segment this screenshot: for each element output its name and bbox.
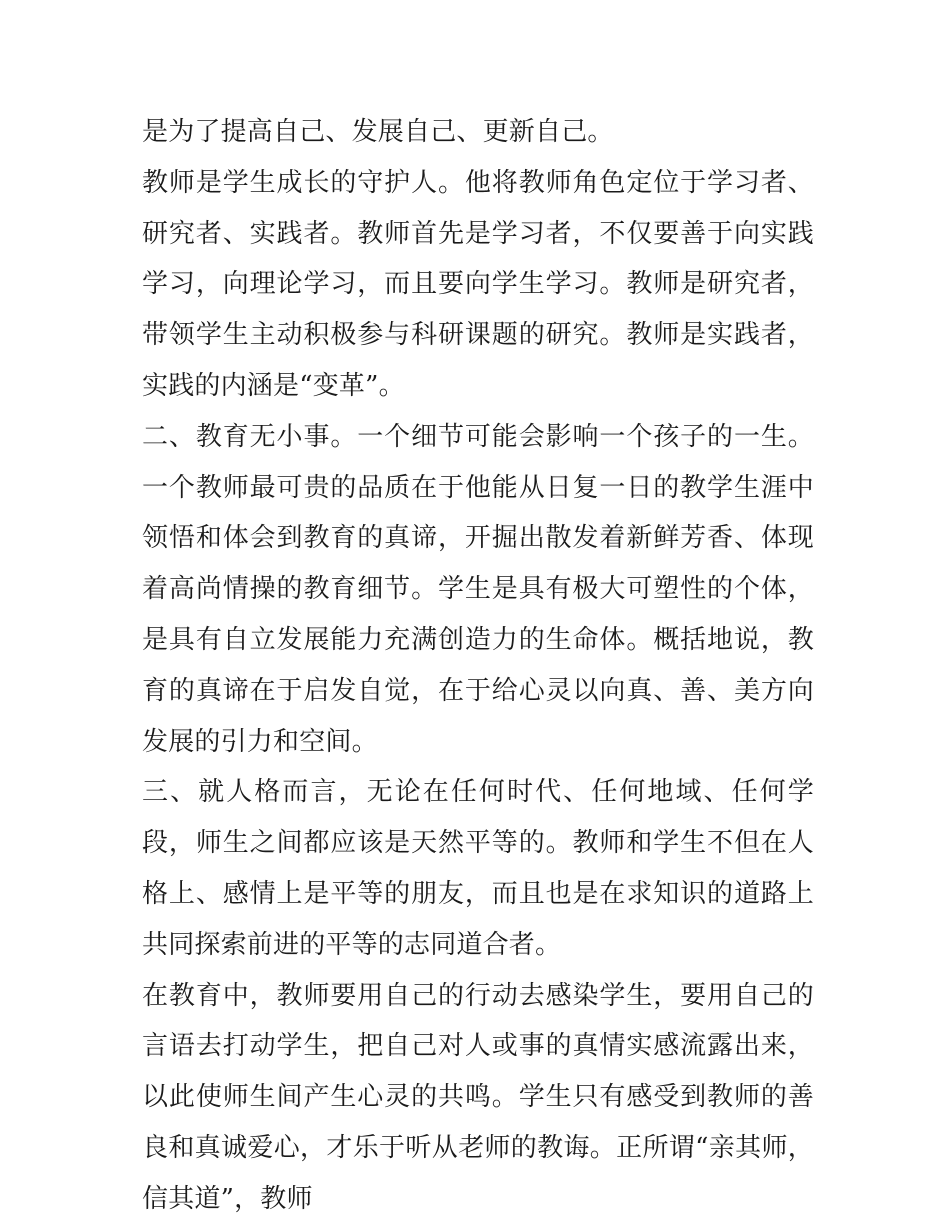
paragraph-teacher-guardian: 教师是学生成长的守护人。他将教师角色定位于学习者、研究者、实践者。教师首先是学习者，不仅要善于向实践学习，向理论学习，而且要向学生学习。教师是研究者，带领学生主动积极参与科研课题的研究。教师是实践者，实践的内涵是“变革”。 xyxy=(142,167,814,401)
paragraph-in-education: 在教育中，教师要用自己的行动去感染学生，要用自己的言语去打动学生，把自己对人或事的真情实感流露出来，以此使师生间产生心灵的共鸣。学生只有感受到教师的善良和真诚爱心，才乐于听从老师的教诲。正所谓“亲其师，信其道”，教师 xyxy=(142,980,814,1214)
paragraph-section-three: 三、就人格而言，无论在任何时代、任何地域、任何学段，师生之间都应该是天然平等的。教师和学生不但在人格上、感情上是平等的朋友，而且也是在求知识的道路上共同探索前进的平等的志同道合者。 xyxy=(142,777,814,960)
paragraph-continuation: 是为了提高自己、发展自己、更新自己。 xyxy=(142,117,614,147)
document-body xyxy=(142,107,814,1225)
paragraph-section-two: 二、教育无小事。一个细节可能会影响一个孩子的一生。一个教师最可贵的品质在于他能从日复一日的教学生涯中领悟和体会到教育的真谛，开掘出散发着新鲜芳香、体现着高尚情操的教育细节。学生是具有极大可塑性的个体，是具有自立发展能力充满创造力的生命体。概括地说，教育的真谛在于启发自觉，在于给心灵以向真、善、美方向发展的引力和空间。 xyxy=(142,421,814,757)
